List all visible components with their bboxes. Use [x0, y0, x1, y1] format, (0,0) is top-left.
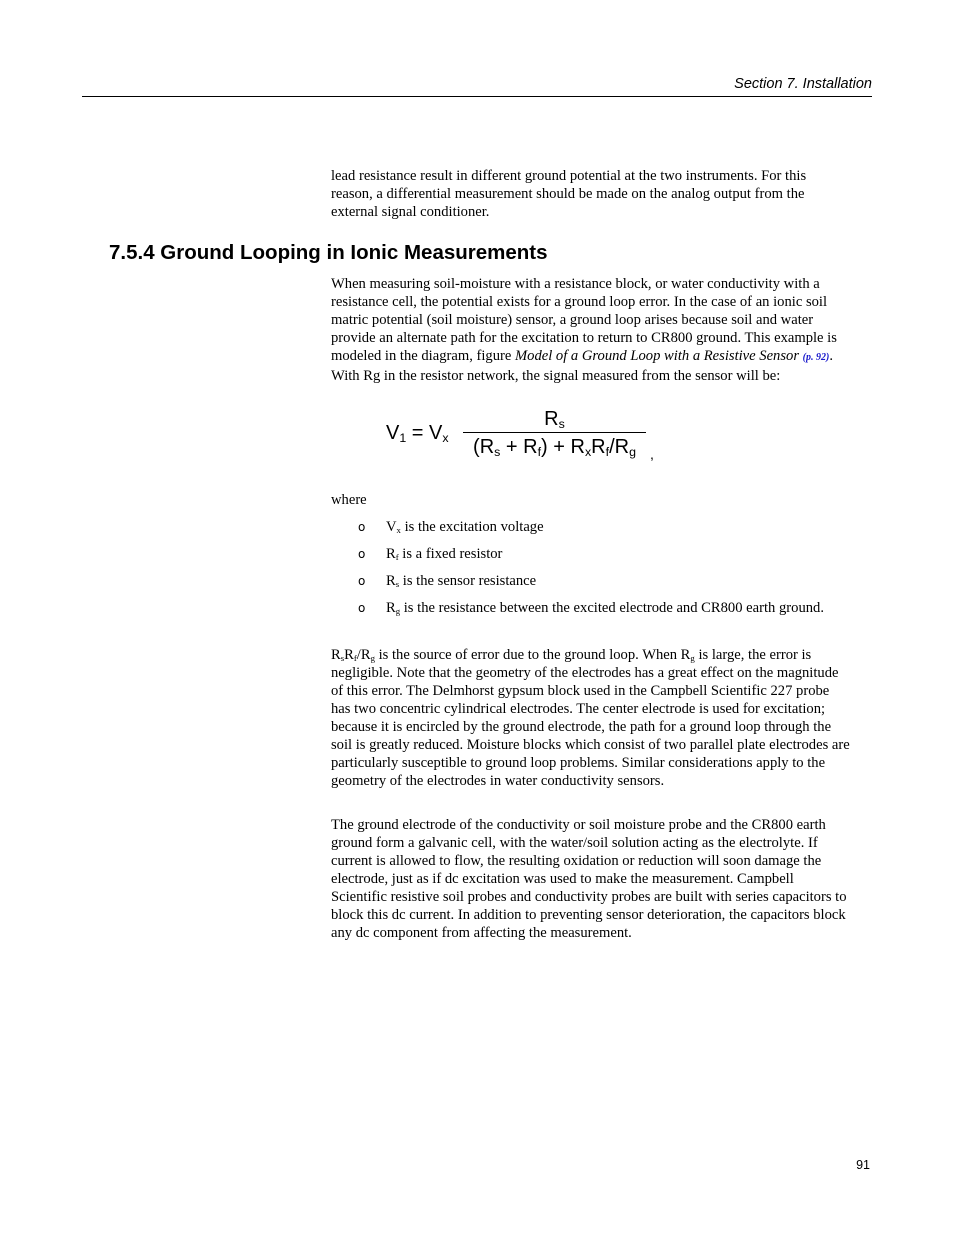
para1-text-before: When measuring soil-moisture with a resistance block, or water conductivity with a resistance cell, the potential exists for a ground loop error. In the case of an ionic soil matric potential (soil moisture) sensor, a ground loop arises because soil and water provide an alternate path for the excitation to return to CR800 ground. This example is modeled in the diagram, figure: [331, 276, 837, 364]
list-item: o Rg is the resistance between the excited electrode and CR800 earth ground.: [358, 600, 824, 617]
paragraph-ground-loop-intro: [331, 275, 851, 385]
bullet-circle-icon: o: [358, 601, 366, 615]
bullet-circle-icon: o: [358, 574, 366, 588]
figure-reference[interactable]: Model of a Ground Loop with a Resistive Sensor: [514, 348, 800, 364]
voltage-formula: [386, 404, 656, 470]
intro-paragraph: lead resistance result in different ground potential at the two instruments. For this reason, a differential measurement should be made on the analog output from the external signal conditioner.: [331, 168, 807, 220]
section-title: Section 7. Installation: [734, 76, 872, 92]
page-number: 91: [856, 1158, 870, 1172]
list-item: o Rs is the sensor resistance: [358, 573, 537, 590]
section-heading: 7.5.4 Ground Looping in Ionic Measurements: [109, 241, 548, 264]
para1-text-after: . With Rg in the resistor network, the signal measured from the sensor will be:: [331, 348, 833, 384]
list-item: o Rf is a fixed resistor: [358, 546, 503, 563]
variable-list: [331, 518, 851, 626]
page-reference-link[interactable]: (p. 92): [802, 352, 830, 363]
formula-lhs: $V_1 = V_x$: [386, 422, 449, 446]
formula-comma: ,: [650, 446, 654, 462]
bullet-circle-icon: o: [358, 547, 366, 561]
formula-denominator: $(R_s + R_f) + R_xR_f/R_g$: [473, 436, 636, 460]
page-header: [82, 76, 872, 97]
paragraph-error-source: RsRf/Rg is the source of error due to the ground loop. When Rg is large, the error is negligible. Note that the geometry of the electrodes has a great effect on the magnitude of this error. The Delmhorst gypsum block used in the Campbell Scientific 227 probe has two concentric cylindrical electrodes. The center electrode is used for excitation; because it is encircled by the ground electrode, the path for a ground loop through the soil is greatly reduced. Moisture blocks which consist of two parallel plate electrodes are particularly susceptible to ground loop problems. Similar considerations apply to the geometry of the electrodes in water conductivity sensors.: [331, 647, 850, 789]
formula-fraction: [463, 404, 646, 461]
where-label: where: [331, 492, 367, 508]
bullet-circle-icon: o: [358, 520, 366, 534]
paragraph-galvanic-cell: The ground electrode of the conductivity or soil moisture probe and the CR800 earth ground form a galvanic cell, with the water/soil solution acting as the electrolyte. If current is allowed to flow, the resulting oxidation or reduction will soon damage the electrode, just as if dc excitation was used to make the measurement. Campbell Scientific resistive soil probes and conductivity probes are built with series capacitors to block this dc current. In addition to preventing sensor deterioration, the capacitors block any dc component from affecting the measurement.: [331, 817, 847, 941]
formula-numerator: $R_s$: [463, 404, 646, 433]
list-item: o Vx is the excitation voltage: [358, 519, 544, 536]
